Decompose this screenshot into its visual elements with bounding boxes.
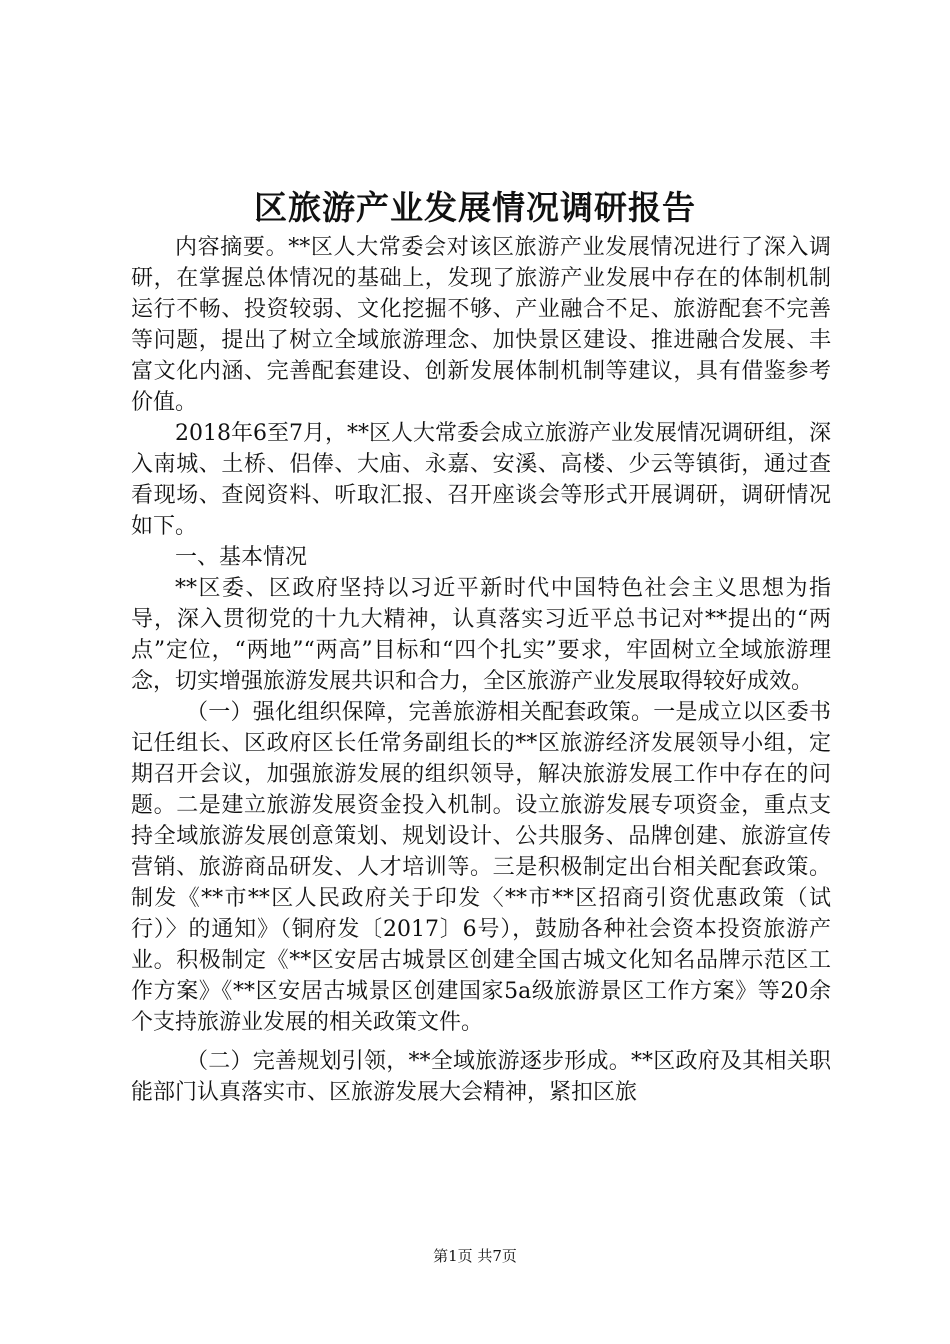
summary-paragraph: 内容摘要。**区人大常委会对该区旅游产业发展情况进行了深入调研，在掌握总体情况的基础上，发现了旅游产业发展中存在的体制机制运行不畅、投资较弱、文化挖掘不够、产业融合不足、旅游配套不完善等问题，提出了树立全域旅游理念、加快景区建设、推进融合发展、丰富文化内涵、完善配套建设、创新发展体制机制等建议，具有借鉴参考价值。 [131, 235, 831, 415]
planning-guidance-paragraph: （二）完善规划引领，**全域旅游逐步形成。**区政府及其相关职能部门认真落实市、区旅游发展大会精神，紧扣区旅 [131, 1049, 831, 1105]
intro-paragraph: 2018年6至7月，**区人大常委会成立旅游产业发展情况调研组，深入南城、土桥、侣俸、大庙、永嘉、安溪、高楼、少云等镇街，通过查看现场、查阅资料、听取汇报、召开座谈会等形式开展调研，调研情况如下。 [131, 421, 831, 539]
organization-guarantee-paragraph: （一）强化组织保障，完善旅游相关配套政策。一是成立以区委书记任组长、区政府区长任常务副组长的**区旅游经济发展领导小组，定期召开会议，加强旅游发展的组织领导，解决旅游发展工作中存在的问题。二是建立旅游发展资金投入机制。设立旅游发展专项资金，重点支持全域旅游发展创意策划、规划设计、公共服务、品牌创建、旅游宣传营销、旅游商品研发、人才培训等。三是积极制定出台相关配套政策。制发《**市**区人民政府关于印发〈**市**区招商引资优惠政策（试行）〉的通知》（铜府发〔2017〕6号），鼓励各种社会资本投资旅游产业。积极制定《**区安居古城景区创建全国古城文化知名品牌示范区工作方案》《**区安居古城景区创建国家5a级旅游景区工作方案》等20余个支持旅游业发展的相关政策文件。 [131, 700, 831, 1035]
page-footer: 第1页 共7页 [433, 1247, 517, 1265]
basic-situation-paragraph: **区委、区政府坚持以习近平新时代中国特色社会主义思想为指导，深入贯彻党的十九大精神，认真落实习近平总书记对**提出的“两点”定位，“两地”“两高”目标和“四个扎实”要求，牢固树立全域旅游理念，切实增强旅游发展共识和合力，全区旅游产业发展取得较好成效。 [131, 576, 831, 694]
section-heading-basic-situation: 一、基本情况 [175, 545, 308, 570]
document-body [131, 232, 831, 1108]
document-title: 区旅游产业发展情况调研报告 [254, 188, 696, 227]
